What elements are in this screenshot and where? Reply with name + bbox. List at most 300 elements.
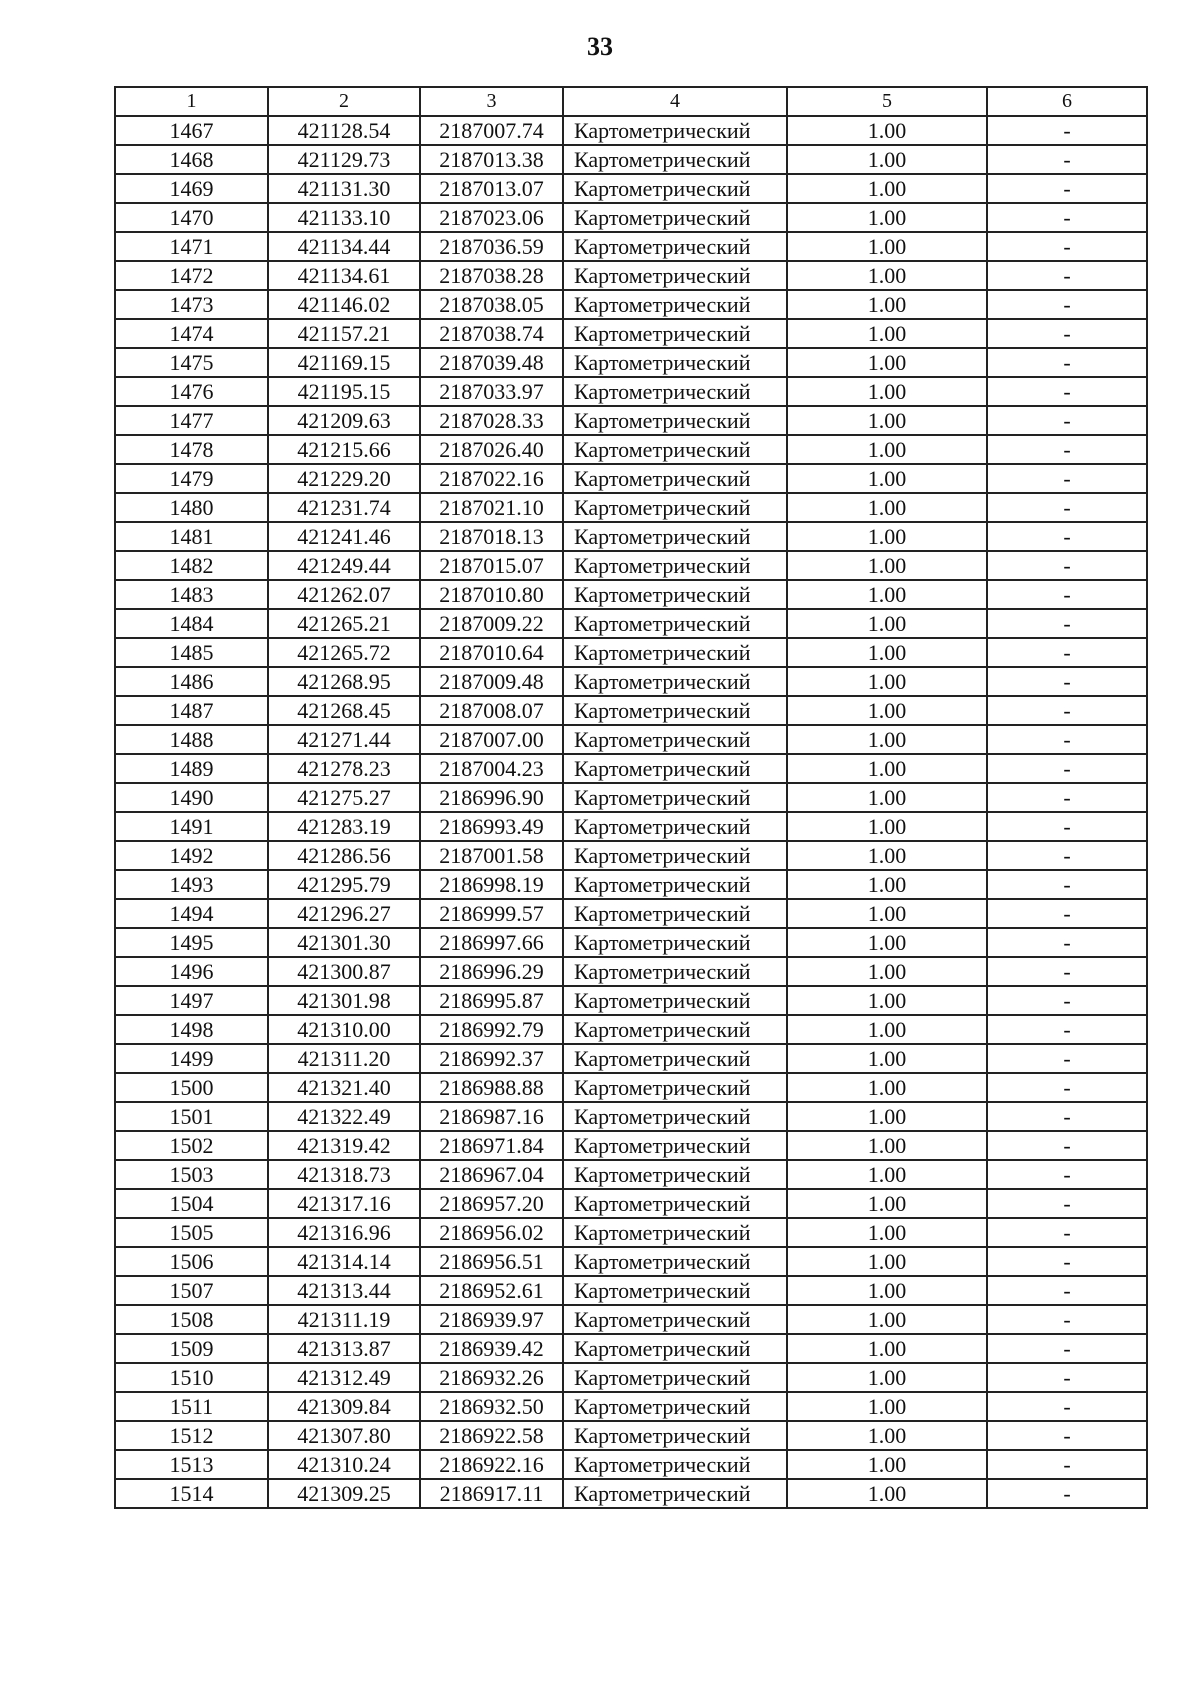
point-number-cell: 1468 <box>115 145 268 174</box>
method-cell: Картометрический <box>563 754 787 783</box>
y-coordinate-cell: 2186956.51 <box>420 1247 563 1276</box>
x-coordinate-cell: 421262.07 <box>268 580 420 609</box>
accuracy-cell: 1.00 <box>787 1479 987 1508</box>
note-cell: - <box>987 522 1147 551</box>
x-coordinate-cell: 421312.49 <box>268 1363 420 1392</box>
accuracy-cell: 1.00 <box>787 1276 987 1305</box>
table-row <box>115 1073 1147 1102</box>
x-coordinate-cell: 421311.19 <box>268 1305 420 1334</box>
method-cell: Картометрический <box>563 1044 787 1073</box>
note-cell: - <box>987 203 1147 232</box>
point-number-cell: 1470 <box>115 203 268 232</box>
point-number-cell: 1489 <box>115 754 268 783</box>
y-coordinate-cell: 2186939.97 <box>420 1305 563 1334</box>
point-number-cell: 1493 <box>115 870 268 899</box>
table-row <box>115 899 1147 928</box>
table-row <box>115 1276 1147 1305</box>
method-cell: Картометрический <box>563 203 787 232</box>
note-cell: - <box>987 1479 1147 1508</box>
method-cell: Картометрический <box>563 116 787 145</box>
table-row <box>115 261 1147 290</box>
y-coordinate-cell: 2187001.58 <box>420 841 563 870</box>
y-coordinate-cell: 2187036.59 <box>420 232 563 261</box>
y-coordinate-cell: 2186996.90 <box>420 783 563 812</box>
x-coordinate-cell: 421157.21 <box>268 319 420 348</box>
table-row <box>115 1392 1147 1421</box>
x-coordinate-cell: 421241.46 <box>268 522 420 551</box>
note-cell: - <box>987 319 1147 348</box>
method-cell: Картометрический <box>563 1073 787 1102</box>
table-header-row <box>115 87 1147 116</box>
note-cell: - <box>987 609 1147 638</box>
method-cell: Картометрический <box>563 1276 787 1305</box>
accuracy-cell: 1.00 <box>787 290 987 319</box>
note-cell: - <box>987 783 1147 812</box>
method-cell: Картометрический <box>563 1392 787 1421</box>
y-coordinate-cell: 2186971.84 <box>420 1131 563 1160</box>
accuracy-cell: 1.00 <box>787 1015 987 1044</box>
x-coordinate-cell: 421301.98 <box>268 986 420 1015</box>
table-row <box>115 957 1147 986</box>
method-cell: Картометрический <box>563 783 787 812</box>
note-cell: - <box>987 957 1147 986</box>
point-number-cell: 1482 <box>115 551 268 580</box>
note-cell: - <box>987 1276 1147 1305</box>
table-row <box>115 377 1147 406</box>
point-number-cell: 1481 <box>115 522 268 551</box>
note-cell: - <box>987 435 1147 464</box>
note-cell: - <box>987 899 1147 928</box>
x-coordinate-cell: 421307.80 <box>268 1421 420 1450</box>
method-cell: Картометрический <box>563 435 787 464</box>
y-coordinate-cell: 2187007.00 <box>420 725 563 754</box>
accuracy-cell: 1.00 <box>787 377 987 406</box>
method-cell: Картометрический <box>563 522 787 551</box>
note-cell: - <box>987 1015 1147 1044</box>
x-coordinate-cell: 421301.30 <box>268 928 420 957</box>
point-number-cell: 1502 <box>115 1131 268 1160</box>
point-number-cell: 1504 <box>115 1189 268 1218</box>
table-row <box>115 435 1147 464</box>
x-coordinate-cell: 421295.79 <box>268 870 420 899</box>
table-row <box>115 696 1147 725</box>
accuracy-cell: 1.00 <box>787 1450 987 1479</box>
y-coordinate-cell: 2187038.05 <box>420 290 563 319</box>
table-row <box>115 145 1147 174</box>
note-cell: - <box>987 667 1147 696</box>
table-row <box>115 928 1147 957</box>
y-coordinate-cell: 2187026.40 <box>420 435 563 464</box>
method-cell: Картометрический <box>563 261 787 290</box>
table-row <box>115 290 1147 319</box>
y-coordinate-cell: 2186998.19 <box>420 870 563 899</box>
point-number-cell: 1496 <box>115 957 268 986</box>
accuracy-cell: 1.00 <box>787 696 987 725</box>
x-coordinate-cell: 421310.24 <box>268 1450 420 1479</box>
note-cell: - <box>987 1102 1147 1131</box>
point-number-cell: 1484 <box>115 609 268 638</box>
y-coordinate-cell: 2187013.38 <box>420 145 563 174</box>
point-number-cell: 1510 <box>115 1363 268 1392</box>
method-cell: Картометрический <box>563 1421 787 1450</box>
accuracy-cell: 1.00 <box>787 203 987 232</box>
accuracy-cell: 1.00 <box>787 928 987 957</box>
method-cell: Картометрический <box>563 725 787 754</box>
x-coordinate-cell: 421286.56 <box>268 841 420 870</box>
method-cell: Картометрический <box>563 638 787 667</box>
x-coordinate-cell: 421309.25 <box>268 1479 420 1508</box>
method-cell: Картометрический <box>563 319 787 348</box>
accuracy-cell: 1.00 <box>787 551 987 580</box>
point-number-cell: 1488 <box>115 725 268 754</box>
accuracy-cell: 1.00 <box>787 870 987 899</box>
table-row <box>115 754 1147 783</box>
table-row <box>115 1102 1147 1131</box>
point-number-cell: 1491 <box>115 812 268 841</box>
note-cell: - <box>987 986 1147 1015</box>
method-cell: Картометрический <box>563 377 787 406</box>
point-number-cell: 1479 <box>115 464 268 493</box>
table-row <box>115 783 1147 812</box>
y-coordinate-cell: 2187018.13 <box>420 522 563 551</box>
table-row <box>115 203 1147 232</box>
point-number-cell: 1511 <box>115 1392 268 1421</box>
accuracy-cell: 1.00 <box>787 899 987 928</box>
method-cell: Картометрический <box>563 957 787 986</box>
note-cell: - <box>987 1421 1147 1450</box>
note-cell: - <box>987 1363 1147 1392</box>
point-number-cell: 1498 <box>115 1015 268 1044</box>
column-header-4: 4 <box>563 87 787 116</box>
table-row <box>115 1189 1147 1218</box>
accuracy-cell: 1.00 <box>787 1392 987 1421</box>
y-coordinate-cell: 2187021.10 <box>420 493 563 522</box>
y-coordinate-cell: 2187038.74 <box>420 319 563 348</box>
method-cell: Картометрический <box>563 870 787 899</box>
x-coordinate-cell: 421318.73 <box>268 1160 420 1189</box>
table-row <box>115 1015 1147 1044</box>
note-cell: - <box>987 1450 1147 1479</box>
method-cell: Картометрический <box>563 348 787 377</box>
y-coordinate-cell: 2186939.42 <box>420 1334 563 1363</box>
accuracy-cell: 1.00 <box>787 493 987 522</box>
page-number: 33 <box>587 32 613 61</box>
table-row <box>115 1305 1147 1334</box>
accuracy-cell: 1.00 <box>787 957 987 986</box>
y-coordinate-cell: 2187008.07 <box>420 696 563 725</box>
table-row <box>115 1131 1147 1160</box>
point-number-cell: 1506 <box>115 1247 268 1276</box>
note-cell: - <box>987 493 1147 522</box>
column-header-1: 1 <box>115 87 268 116</box>
y-coordinate-cell: 2186967.04 <box>420 1160 563 1189</box>
accuracy-cell: 1.00 <box>787 406 987 435</box>
accuracy-cell: 1.00 <box>787 812 987 841</box>
method-cell: Картометрический <box>563 1334 787 1363</box>
x-coordinate-cell: 421321.40 <box>268 1073 420 1102</box>
note-cell: - <box>987 1305 1147 1334</box>
note-cell: - <box>987 377 1147 406</box>
table-row <box>115 493 1147 522</box>
point-number-cell: 1512 <box>115 1421 268 1450</box>
note-cell: - <box>987 754 1147 783</box>
table-row <box>115 1450 1147 1479</box>
point-number-cell: 1507 <box>115 1276 268 1305</box>
y-coordinate-cell: 2186952.61 <box>420 1276 563 1305</box>
point-number-cell: 1503 <box>115 1160 268 1189</box>
method-cell: Картометрический <box>563 551 787 580</box>
x-coordinate-cell: 421271.44 <box>268 725 420 754</box>
note-cell: - <box>987 1247 1147 1276</box>
accuracy-cell: 1.00 <box>787 1305 987 1334</box>
note-cell: - <box>987 696 1147 725</box>
table-row <box>115 464 1147 493</box>
x-coordinate-cell: 421275.27 <box>268 783 420 812</box>
column-header-5: 5 <box>787 87 987 116</box>
note-cell: - <box>987 841 1147 870</box>
table-row <box>115 232 1147 261</box>
point-number-cell: 1474 <box>115 319 268 348</box>
x-coordinate-cell: 421319.42 <box>268 1131 420 1160</box>
y-coordinate-cell: 2186988.88 <box>420 1073 563 1102</box>
x-coordinate-cell: 421300.87 <box>268 957 420 986</box>
x-coordinate-cell: 421296.27 <box>268 899 420 928</box>
y-coordinate-cell: 2186993.49 <box>420 812 563 841</box>
y-coordinate-cell: 2186999.57 <box>420 899 563 928</box>
y-coordinate-cell: 2187015.07 <box>420 551 563 580</box>
x-coordinate-cell: 421231.74 <box>268 493 420 522</box>
method-cell: Картометрический <box>563 1160 787 1189</box>
accuracy-cell: 1.00 <box>787 1247 987 1276</box>
x-coordinate-cell: 421195.15 <box>268 377 420 406</box>
x-coordinate-cell: 421310.00 <box>268 1015 420 1044</box>
point-number-cell: 1505 <box>115 1218 268 1247</box>
method-cell: Картометрический <box>563 290 787 319</box>
x-coordinate-cell: 421128.54 <box>268 116 420 145</box>
x-coordinate-cell: 421229.20 <box>268 464 420 493</box>
table-row <box>115 1247 1147 1276</box>
x-coordinate-cell: 421314.14 <box>268 1247 420 1276</box>
table-row <box>115 1218 1147 1247</box>
point-number-cell: 1495 <box>115 928 268 957</box>
point-number-cell: 1509 <box>115 1334 268 1363</box>
point-number-cell: 1467 <box>115 116 268 145</box>
method-cell: Картометрический <box>563 145 787 174</box>
accuracy-cell: 1.00 <box>787 638 987 667</box>
accuracy-cell: 1.00 <box>787 580 987 609</box>
x-coordinate-cell: 421268.45 <box>268 696 420 725</box>
table-row <box>115 870 1147 899</box>
point-number-cell: 1486 <box>115 667 268 696</box>
point-number-cell: 1514 <box>115 1479 268 1508</box>
point-number-cell: 1485 <box>115 638 268 667</box>
note-cell: - <box>987 174 1147 203</box>
method-cell: Картометрический <box>563 232 787 261</box>
y-coordinate-cell: 2187004.23 <box>420 754 563 783</box>
note-cell: - <box>987 116 1147 145</box>
y-coordinate-cell: 2187010.80 <box>420 580 563 609</box>
y-coordinate-cell: 2187023.06 <box>420 203 563 232</box>
column-header-3: 3 <box>420 87 563 116</box>
note-cell: - <box>987 261 1147 290</box>
column-header-6: 6 <box>987 87 1147 116</box>
y-coordinate-cell: 2187033.97 <box>420 377 563 406</box>
table-row <box>115 667 1147 696</box>
accuracy-cell: 1.00 <box>787 319 987 348</box>
x-coordinate-cell: 421169.15 <box>268 348 420 377</box>
note-cell: - <box>987 1392 1147 1421</box>
table-row <box>115 638 1147 667</box>
y-coordinate-cell: 2186957.20 <box>420 1189 563 1218</box>
accuracy-cell: 1.00 <box>787 1073 987 1102</box>
accuracy-cell: 1.00 <box>787 1044 987 1073</box>
method-cell: Картометрический <box>563 1131 787 1160</box>
accuracy-cell: 1.00 <box>787 1334 987 1363</box>
column-header-2: 2 <box>268 87 420 116</box>
coordinates-table <box>114 86 1148 1509</box>
method-cell: Картометрический <box>563 1218 787 1247</box>
note-cell: - <box>987 1131 1147 1160</box>
x-coordinate-cell: 421209.63 <box>268 406 420 435</box>
note-cell: - <box>987 1044 1147 1073</box>
y-coordinate-cell: 2186987.16 <box>420 1102 563 1131</box>
method-cell: Картометрический <box>563 464 787 493</box>
y-coordinate-cell: 2186932.50 <box>420 1392 563 1421</box>
x-coordinate-cell: 421316.96 <box>268 1218 420 1247</box>
y-coordinate-cell: 2187009.22 <box>420 609 563 638</box>
accuracy-cell: 1.00 <box>787 1189 987 1218</box>
note-cell: - <box>987 928 1147 957</box>
accuracy-cell: 1.00 <box>787 261 987 290</box>
point-number-cell: 1480 <box>115 493 268 522</box>
note-cell: - <box>987 348 1147 377</box>
note-cell: - <box>987 551 1147 580</box>
table-row <box>115 319 1147 348</box>
point-number-cell: 1513 <box>115 1450 268 1479</box>
y-coordinate-cell: 2187038.28 <box>420 261 563 290</box>
note-cell: - <box>987 290 1147 319</box>
y-coordinate-cell: 2186917.11 <box>420 1479 563 1508</box>
method-cell: Картометрический <box>563 1102 787 1131</box>
x-coordinate-cell: 421134.44 <box>268 232 420 261</box>
method-cell: Картометрический <box>563 580 787 609</box>
accuracy-cell: 1.00 <box>787 174 987 203</box>
accuracy-cell: 1.00 <box>787 754 987 783</box>
accuracy-cell: 1.00 <box>787 116 987 145</box>
note-cell: - <box>987 464 1147 493</box>
accuracy-cell: 1.00 <box>787 1160 987 1189</box>
accuracy-cell: 1.00 <box>787 1131 987 1160</box>
x-coordinate-cell: 421322.49 <box>268 1102 420 1131</box>
y-coordinate-cell: 2186932.26 <box>420 1363 563 1392</box>
table-row <box>115 1334 1147 1363</box>
x-coordinate-cell: 421268.95 <box>268 667 420 696</box>
point-number-cell: 1473 <box>115 290 268 319</box>
table-row <box>115 116 1147 145</box>
table-row <box>115 609 1147 638</box>
y-coordinate-cell: 2186922.16 <box>420 1450 563 1479</box>
method-cell: Картометрический <box>563 812 787 841</box>
method-cell: Картометрический <box>563 1189 787 1218</box>
accuracy-cell: 1.00 <box>787 609 987 638</box>
method-cell: Картометрический <box>563 928 787 957</box>
x-coordinate-cell: 421317.16 <box>268 1189 420 1218</box>
table-row <box>115 348 1147 377</box>
accuracy-cell: 1.00 <box>787 841 987 870</box>
note-cell: - <box>987 1073 1147 1102</box>
note-cell: - <box>987 1218 1147 1247</box>
accuracy-cell: 1.00 <box>787 667 987 696</box>
y-coordinate-cell: 2186922.58 <box>420 1421 563 1450</box>
y-coordinate-cell: 2187022.16 <box>420 464 563 493</box>
accuracy-cell: 1.00 <box>787 1421 987 1450</box>
y-coordinate-cell: 2187028.33 <box>420 406 563 435</box>
method-cell: Картометрический <box>563 1363 787 1392</box>
note-cell: - <box>987 638 1147 667</box>
table-row <box>115 1044 1147 1073</box>
table-row <box>115 1479 1147 1508</box>
table-row <box>115 1421 1147 1450</box>
point-number-cell: 1490 <box>115 783 268 812</box>
method-cell: Картометрический <box>563 841 787 870</box>
point-number-cell: 1501 <box>115 1102 268 1131</box>
accuracy-cell: 1.00 <box>787 986 987 1015</box>
x-coordinate-cell: 421131.30 <box>268 174 420 203</box>
y-coordinate-cell: 2186992.37 <box>420 1044 563 1073</box>
point-number-cell: 1472 <box>115 261 268 290</box>
method-cell: Картометрический <box>563 1015 787 1044</box>
table-row <box>115 580 1147 609</box>
point-number-cell: 1469 <box>115 174 268 203</box>
point-number-cell: 1475 <box>115 348 268 377</box>
note-cell: - <box>987 1189 1147 1218</box>
accuracy-cell: 1.00 <box>787 522 987 551</box>
method-cell: Картометрический <box>563 609 787 638</box>
table-row <box>115 522 1147 551</box>
point-number-cell: 1499 <box>115 1044 268 1073</box>
accuracy-cell: 1.00 <box>787 145 987 174</box>
x-coordinate-cell: 421309.84 <box>268 1392 420 1421</box>
accuracy-cell: 1.00 <box>787 435 987 464</box>
point-number-cell: 1487 <box>115 696 268 725</box>
table-row <box>115 812 1147 841</box>
point-number-cell: 1500 <box>115 1073 268 1102</box>
x-coordinate-cell: 421311.20 <box>268 1044 420 1073</box>
accuracy-cell: 1.00 <box>787 348 987 377</box>
point-number-cell: 1492 <box>115 841 268 870</box>
method-cell: Картометрический <box>563 1305 787 1334</box>
method-cell: Картометрический <box>563 174 787 203</box>
note-cell: - <box>987 1160 1147 1189</box>
x-coordinate-cell: 421278.23 <box>268 754 420 783</box>
method-cell: Картометрический <box>563 1247 787 1276</box>
x-coordinate-cell: 421249.44 <box>268 551 420 580</box>
x-coordinate-cell: 421265.72 <box>268 638 420 667</box>
table-row <box>115 551 1147 580</box>
table-row <box>115 406 1147 435</box>
accuracy-cell: 1.00 <box>787 232 987 261</box>
table-row <box>115 841 1147 870</box>
method-cell: Картометрический <box>563 899 787 928</box>
note-cell: - <box>987 580 1147 609</box>
note-cell: - <box>987 232 1147 261</box>
y-coordinate-cell: 2187007.74 <box>420 116 563 145</box>
note-cell: - <box>987 1334 1147 1363</box>
table-body <box>115 116 1147 1508</box>
point-number-cell: 1478 <box>115 435 268 464</box>
note-cell: - <box>987 145 1147 174</box>
method-cell: Картометрический <box>563 667 787 696</box>
